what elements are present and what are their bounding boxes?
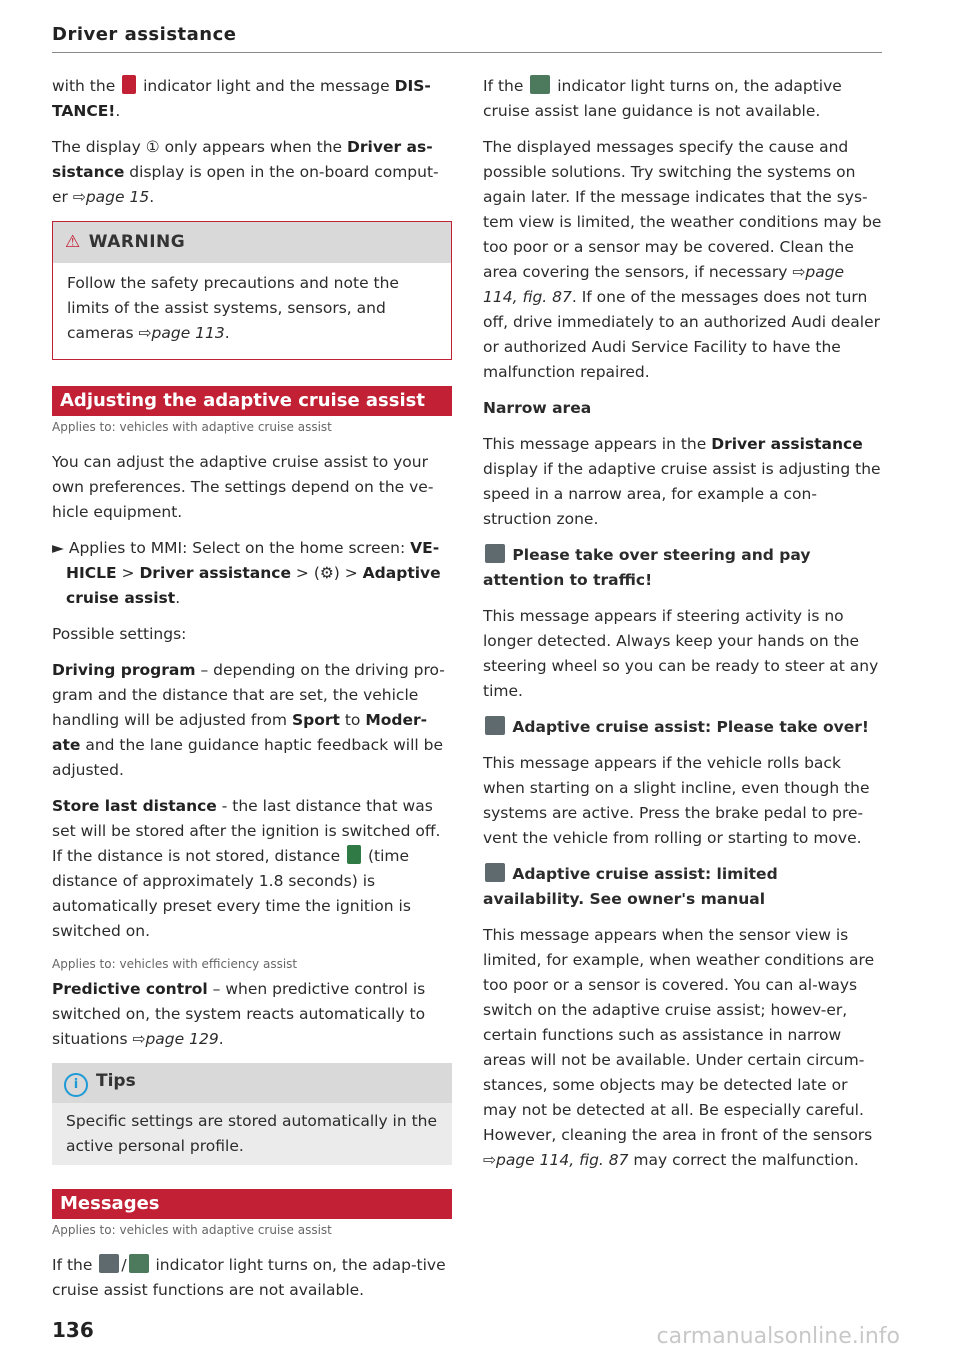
warning-box [52, 221, 452, 360]
steering-takeover-icon [485, 716, 505, 735]
paragraph: This message appears when the sensor view is limited, for example, when weather conditions are too poor or a sensor is covered. You can al-ways switch on the adaptive cruise assist; howev-er, certain functions such as assistance in narrow areas will not be available. Under certain circum-stances, some objects may be detected late or may not be detected at all. Be especially careful. However, cleaning the area in front of the sensors ⇨page 114, fig. 87 may correct the malfunction. [483, 926, 875, 1169]
paragraph: with the indicator light and the message DIS-TANCE!. [52, 77, 431, 120]
paragraph: If the / indicator light turns on, the adap-tive cruise assist functions are not available. [52, 1256, 446, 1299]
message-heading: Narrow area [483, 399, 592, 417]
paragraph: Possible settings: [52, 625, 187, 643]
paragraph: If the indicator light turns on, the adaptive cruise assist lane guidance is not available. [483, 77, 842, 120]
instruction-step: ► Applies to MMI: Select on the home screen: VE-HICLE > Driver assistance > (⚙) > Adaptive cruise assist. [52, 539, 441, 607]
callout-number: ① [145, 138, 160, 156]
paragraph: The display ① only appears when the Driver as-sistance display is open in the on-board comput-er ⇨page 15. [52, 138, 439, 206]
warning-header [53, 222, 451, 263]
page-reference-link[interactable]: ⇨page 129 [132, 1030, 219, 1048]
distance-indicator-icon [122, 75, 136, 94]
page-reference-link[interactable]: ⇨page 113 [138, 324, 225, 342]
message-heading: Adaptive cruise assist: limited availability. See owner's manual [483, 865, 778, 908]
right-column [483, 74, 883, 1184]
cruise-assist-fault-icon [129, 1254, 149, 1273]
left-column [52, 74, 452, 1314]
section-title: Messages [52, 1189, 452, 1219]
watermark: carmanualsonline.info [656, 1324, 900, 1349]
steering-takeover-icon [485, 544, 505, 563]
section-title: Adjusting the adaptive cruise assist [52, 386, 452, 416]
paragraph: This message appears if the vehicle rolls back when starting on a slight incline, even though the systems are active. Press the brake pedal to pre-vent the vehicle from rolling or starting to move. [483, 754, 870, 847]
lane-guidance-indicator-icon [530, 75, 550, 94]
page-header-title: Driver assistance [52, 24, 237, 45]
steering-takeover-icon [485, 863, 505, 882]
paragraph: This message appears in the Driver assistance display if the adaptive cruise assist is adjusting the speed in a narrow area, for example a con-struction zone. [483, 435, 881, 528]
paragraph: Predictive control – when predictive control is switched on, the system reacts automatically to situations ⇨page 129. [52, 980, 426, 1048]
settings-gear-icon: ⚙ [319, 564, 334, 582]
tips-title: Tips [96, 1071, 136, 1091]
warning-triangle-icon: ⚠ [65, 232, 81, 252]
paragraph: The displayed messages specify the cause and possible solutions. Try switching the systems on again later. If the message indicates that the sys-tem view is limited, the weather conditions may be too poor or a sensor may be covered. Clean the area covering the sensors, if necessary ⇨page 114, fig. 87. If one of the messages does not turn off, drive immediately to an authorized Audi dealer or authorized Audi Service Facility to have the malfunction repaired. [483, 138, 882, 381]
message-heading: Please take over steering and pay attention to traffic! [483, 546, 811, 589]
paragraph: Driving program – depending on the driving pro-gram and the distance that are set, the vehicle handling will be adjusted from Sport to Moder-ate and the lane guidance haptic feedback will be adjusted. [52, 661, 445, 779]
applies-note: Applies to: vehicles with adaptive cruise assist [52, 1223, 332, 1237]
info-icon: i [64, 1073, 88, 1097]
tips-body: Specific settings are stored automatically in the active personal profile. [52, 1103, 452, 1165]
paragraph: Store last distance - the last distance that was set will be stored after the ignition is switched off. If the distance is not stored, distance (time distance of approximately 1.8 seconds) is automatically preset every time the ignition is switched on. [52, 797, 441, 940]
applies-note: Applies to: vehicles with adaptive cruise assist [52, 420, 332, 434]
tips-header [52, 1063, 452, 1103]
warning-title: WARNING [88, 232, 186, 252]
applies-note: Applies to: vehicles with efficiency assist [52, 957, 298, 971]
paragraph: You can adjust the adaptive cruise assist to your own preferences. The settings depend on the ve-hicle equipment. [52, 453, 434, 521]
paragraph: This message appears if steering activity is no longer detected. Always keep your hands on the steering wheel so you can be ready to steer at any time. [483, 607, 879, 700]
warning-body: Follow the safety precautions and note the limits of the assist systems, sensors, and cameras ⇨page 113. [67, 274, 399, 342]
page-reference-link[interactable]: ⇨page 114, fig. 87 [483, 1151, 629, 1169]
distance-setting-icon [347, 845, 361, 864]
page-number: 136 [52, 1318, 94, 1342]
page-reference-link[interactable]: ⇨page 15 [72, 188, 150, 206]
cruise-assist-off-icon [99, 1254, 119, 1273]
message-heading: Adaptive cruise assist: Please take over! [483, 715, 883, 740]
tips-box [52, 1063, 452, 1165]
page-reference-link[interactable]: ⇨page 114, fig. 87 [483, 263, 845, 306]
header-divider [52, 52, 882, 53]
